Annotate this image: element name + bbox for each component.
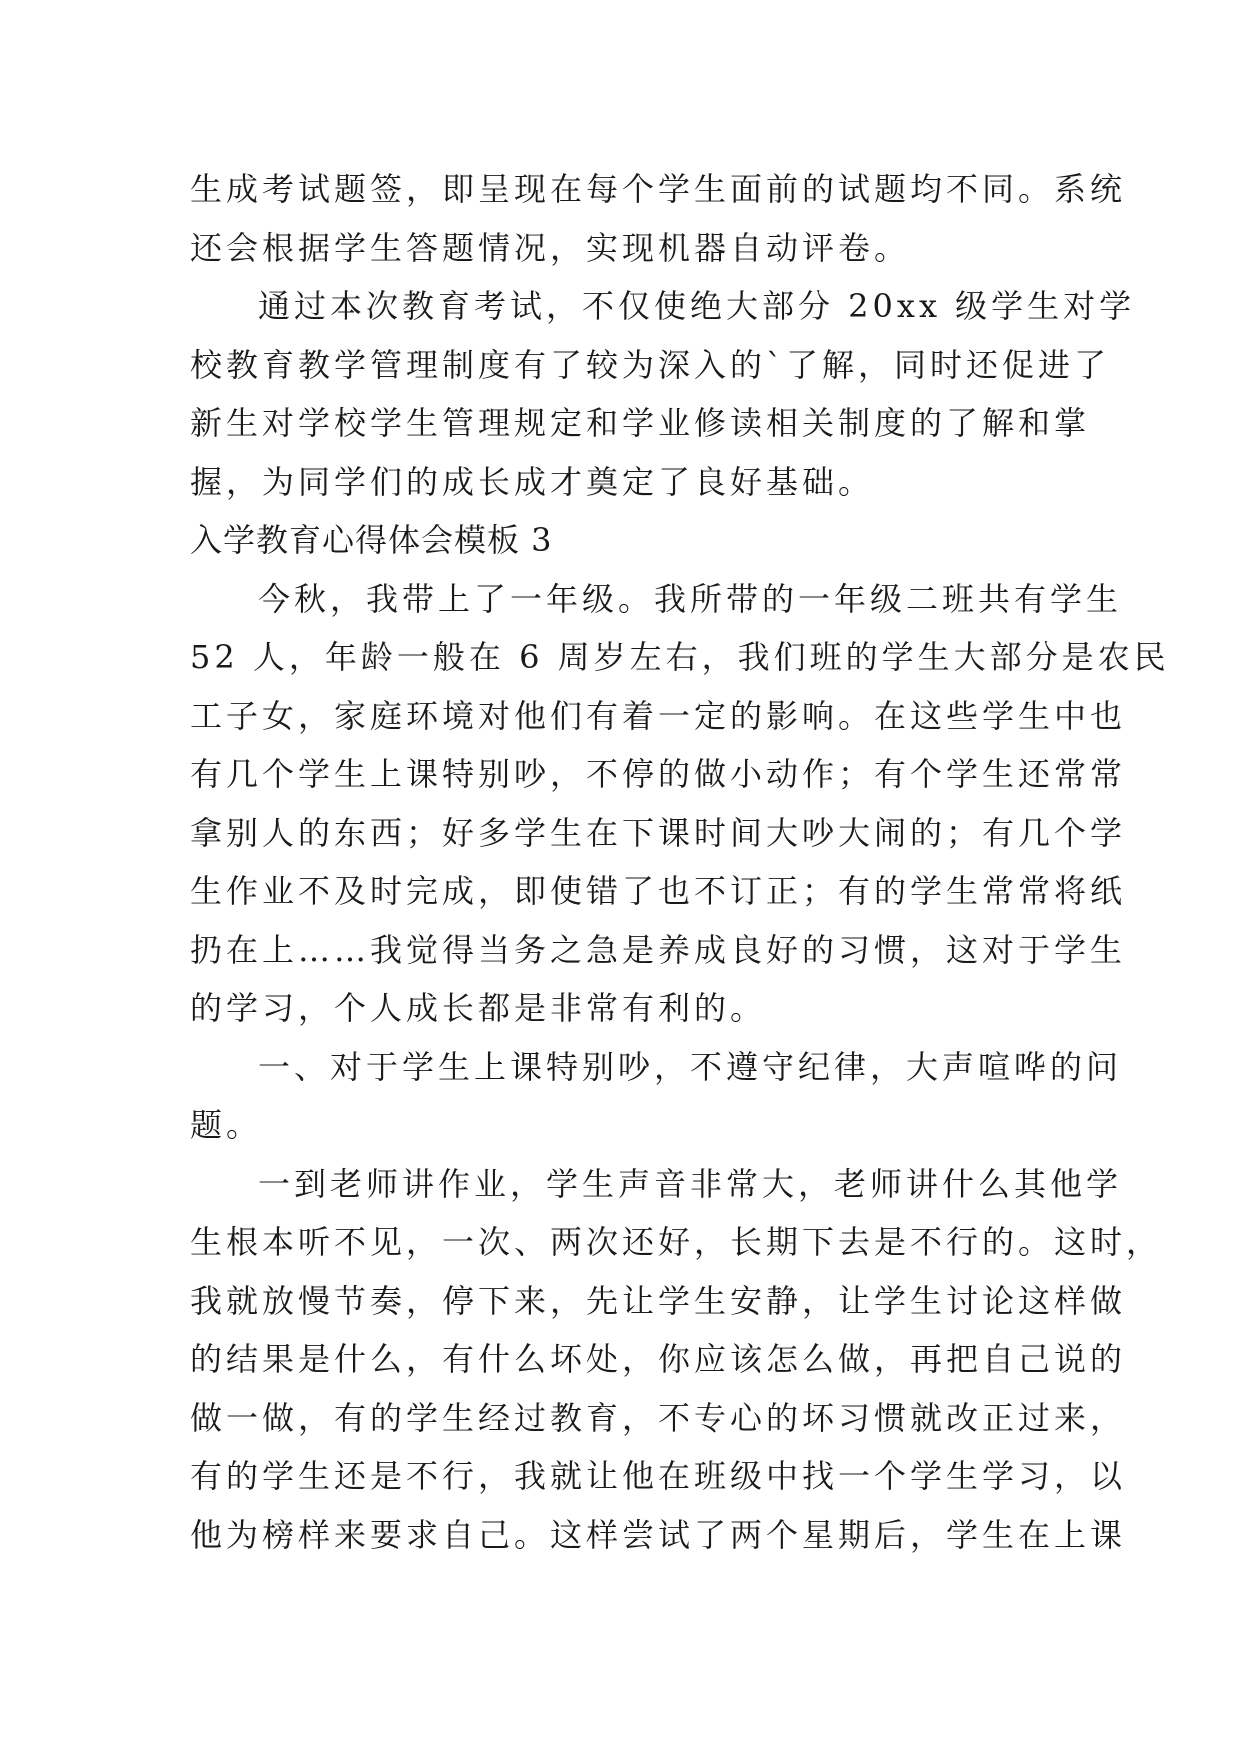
- text-line: 52 人，年龄一般在 6 周岁左右，我们班的学生大部分是农民: [190, 638, 1170, 676]
- text-line: 生根本听不见，一次、两次还好，长期下去是不行的。这时，: [190, 1223, 1163, 1261]
- text-line: 工子女，家庭环境对他们有着一定的影响。在这些学生中也: [190, 696, 1127, 735]
- paragraph-start-line: 通过本次教育考试，不仅使绝大部分 20xx 级学生对学: [258, 287, 1136, 325]
- text-line: 新生对学校学生管理规定和学业修读相关制度的了解和掌: [190, 404, 1091, 442]
- text-line: 握，为同学们的成长成才奠定了良好基础。: [190, 462, 875, 501]
- text-line: 扔在上……我觉得当务之急是养成良好的习惯，这对于学生: [190, 930, 1127, 969]
- text-line: 的结果是什么，有什么坏处，你应该怎么做，再把自己说的: [190, 1340, 1127, 1378]
- text-line: 校教育教学管理制度有了较为深入的`了解，同时还促进了: [190, 345, 1111, 384]
- paragraph-start-line: 一到老师讲作业，学生声音非常大，老师讲什么其他学: [258, 1164, 1123, 1203]
- paragraph-start-line: 今秋，我带上了一年级。我所带的一年级二班共有学生: [258, 579, 1123, 618]
- section-heading: 入学教育心得体会模板 3: [190, 521, 553, 559]
- text-line: 我就放慢节奏，停下来，先让学生安静，让学生讨论这样做: [190, 1281, 1127, 1320]
- text-line: 有几个学生上课特别吵，不停的做小动作；有个学生还常常: [190, 755, 1127, 793]
- text-line: 题。: [190, 1106, 263, 1144]
- text-line: 有的学生还是不行，我就让他在班级中找一个学生学习，以: [190, 1457, 1127, 1495]
- text-line: 做一做，有的学生经过教育，不专心的坏习惯就改正过来，: [190, 1398, 1127, 1437]
- text-line: 他为榜样来要求自己。这样尝试了两个星期后，学生在上课: [190, 1515, 1127, 1554]
- text-line: 的学习，个人成长都是非常有利的。: [190, 989, 767, 1027]
- text-line: 生作业不及时完成，即使错了也不订正；有的学生常常将纸: [190, 872, 1127, 910]
- text-line: 还会根据学生答题情况，实现机器自动评卷。: [190, 228, 911, 267]
- text-line: 拿别人的东西；好多学生在下课时间大吵大闹的；有几个学: [190, 813, 1127, 852]
- text-line: 生成考试题签，即呈现在每个学生面前的试题均不同。系统: [190, 170, 1127, 208]
- document-body: [190, 160, 1170, 1564]
- paragraph-start-line: 一、对于学生上课特别吵，不遵守纪律，大声喧哗的问: [258, 1047, 1123, 1086]
